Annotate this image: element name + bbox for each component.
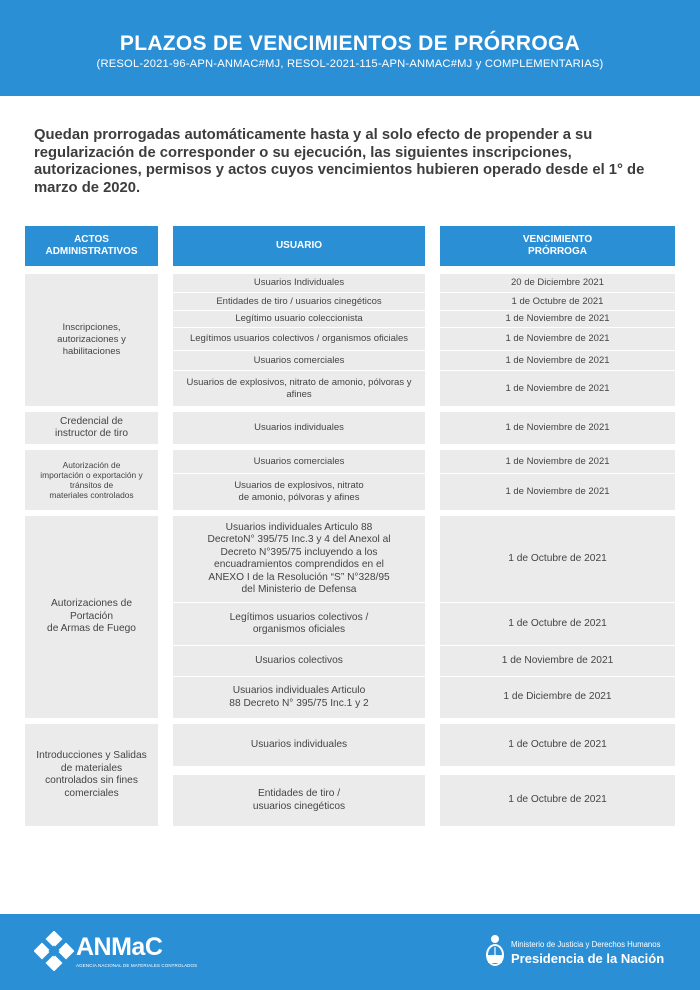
usuario-cell: Usuarios individuales Articulo 88 DecretoN° 395/75 Inc.3 y 4 del Anexol al Decreto N°395/75 incluyendo a los encuadramientos comprendidos en el ANEXO I de la Resolución “S” N°328/95 del Ministerio de Defensa [173, 516, 425, 602]
usuario-cell: Usuarios individuales Articulo 88 Decreto N° 395/75 Inc.1 y 2 [173, 677, 425, 718]
anmac-tagline: AGENCIA NACIONAL DE MATERIALES CONTROLADOS [76, 963, 198, 968]
page-subtitle: (RESOL-2021-96-APN-ANMAC#MJ, RESOL-2021-115-APN-ANMAC#MJ y COMPLEMENTARIAS) [96, 58, 604, 70]
vencimiento-cell: 1 de Noviembre de 2021 [440, 328, 675, 350]
vencimiento-cell: 1 de Octubre de 2021 [440, 724, 675, 766]
usuario-cell: Legítimo usuario coleccionista [173, 311, 425, 327]
argentina-coat-of-arms-icon [484, 934, 506, 968]
header-banner [0, 0, 700, 96]
acto-cell: Introducciones y Salidas de materiales controlados sin fines comerciales [25, 724, 158, 826]
column-header-actos: ACTOS ADMINISTRATIVOS [25, 226, 158, 266]
usuario-cell: Usuarios comerciales [173, 450, 425, 473]
vencimiento-cell: 1 de Noviembre de 2021 [440, 412, 675, 444]
vencimiento-cell: 1 de Noviembre de 2021 [440, 646, 675, 676]
column-header-usuario: USUARIO [173, 226, 425, 266]
usuario-cell: Usuarios Individuales [173, 274, 425, 292]
ministerio-label: Ministerio de Justicia y Derechos Humanos [511, 940, 661, 949]
vencimiento-cell: 1 de Octubre de 2021 [440, 516, 675, 602]
usuario-cell: Usuarios colectivos [173, 646, 425, 676]
vencimiento-cell: 1 de Noviembre de 2021 [440, 474, 675, 510]
acto-cell: Autorización de importación o exportación y tránsitos de materiales controlados [25, 450, 158, 510]
vencimiento-cell: 1 de Noviembre de 2021 [440, 351, 675, 370]
usuario-cell: Entidades de tiro / usuarios cinegéticos [173, 293, 425, 310]
acto-cell: Credencial de instructor de tiro [25, 412, 158, 444]
usuario-cell: Entidades de tiro / usuarios cinegéticos [173, 775, 425, 826]
usuario-cell: Legítimos usuarios colectivos / organismos oficiales [173, 328, 425, 350]
anmac-name: ANMaC [76, 933, 163, 961]
usuario-cell: Usuarios comerciales [173, 351, 425, 370]
usuario-cell: Usuarios individuales [173, 724, 425, 766]
anmac-logo-icon [34, 931, 74, 971]
vencimiento-cell: 1 de Octubre de 2021 [440, 293, 675, 310]
vencimiento-cell: 1 de Noviembre de 2021 [440, 311, 675, 327]
column-header-vencimiento: VENCIMIENTO PRÓRROGA [440, 226, 675, 266]
usuario-cell: Usuarios de explosivos, nitrato de amonio, pólvoras y afines [173, 474, 425, 510]
presidencia-label: Presidencia de la Nación [511, 951, 665, 966]
intro-paragraph: Quedan prorrogadas automáticamente hasta y al solo efecto de propender a su regularización de corresponder o su ejecución, las siguientes inscripciones, autorizaciones, permisos y actos cuyos vencimientos hubieren operado desde el 1° de marzo de 2020. [34, 127, 645, 196]
usuario-cell: Usuarios individuales [173, 412, 425, 444]
vencimiento-cell: 1 de Octubre de 2021 [440, 603, 675, 645]
page-title: PLAZOS DE VENCIMIENTOS DE PRÓRROGA [119, 32, 581, 55]
vencimiento-cell: 1 de Noviembre de 2021 [440, 371, 675, 406]
vencimiento-cell: 1 de Diciembre de 2021 [440, 677, 675, 718]
vencimiento-cell: 1 de Octubre de 2021 [440, 775, 675, 826]
usuario-cell: Usuarios de explosivos, nitrato de amonio, pólvoras y afines [173, 371, 425, 406]
acto-cell: Inscripciones, autorizaciones y habilitaciones [25, 274, 158, 406]
acto-cell: Autorizaciones de Portación de Armas de Fuego [25, 516, 158, 718]
vencimiento-cell: 1 de Noviembre de 2021 [440, 450, 675, 473]
vencimiento-cell: 20 de Diciembre 2021 [440, 274, 675, 292]
usuario-cell: Legítimos usuarios colectivos / organismos oficiales [173, 603, 425, 645]
